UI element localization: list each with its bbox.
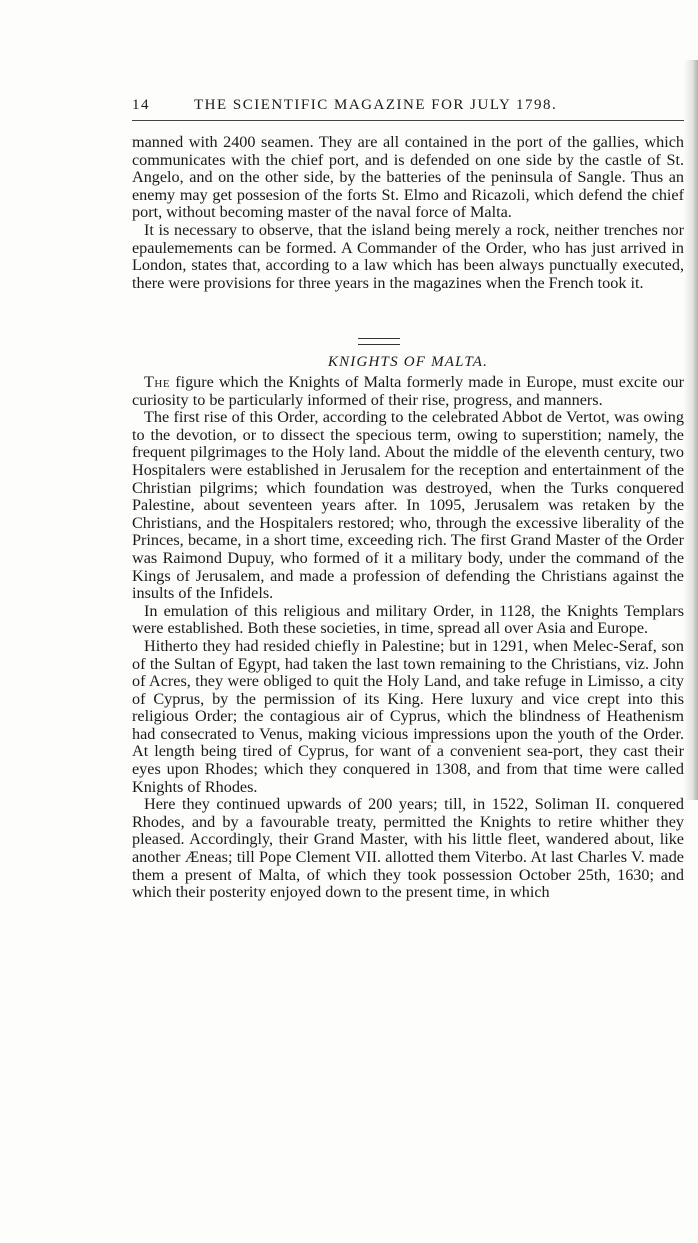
running-head	[132, 94, 684, 116]
running-title: THE SCIENTIFIC MAGAZINE FOR JULY 1798.	[194, 97, 558, 113]
header-rule	[132, 120, 684, 121]
article-paragraph-5: Here they continued upwards of 200 years; till, in 1522, Soliman II. conquered Rhodes, and by a favourable treaty, permitted the Knights to retire whither they pleased. Accordingly, their Grand Master, with his little fleet, wandered about, like another Æneas; till Pope Clement VII. allotted them Viterbo. At last Charles V. made them a present of Malta, of which they took possession October 25th, 1630; and which their posterity enjoyed down to the present time, in which	[132, 795, 684, 902]
article-paragraph-3: In emulation of this religious and military Order, in 1128, the Knights Templars were established. Both these societies, in time, spread all over Asia and Europe.	[132, 601, 684, 638]
section-divider	[358, 338, 400, 345]
page-number: 14	[132, 97, 150, 113]
article-paragraph-4: Hitherto they had resided chiefly in Palestine; but in 1291, when Melec-Seraf, son of the Sultan of Egypt, had taken the last town remaining to the Christians, viz. John of Acres, they were obliged to quit the Holy Land, and take refuge in Limisso, a city of Cyprus, by the permission of its King. Here luxury and vice crept into this religious Order; the contagious air of Cyprus, which the blindness of Heathenism had consecrated to Venus, making vicious impressions upon the youth of the Order. At length being tired of Cyprus, for want of a convenient sea-port, they cast their eyes upon Rhodes; which they conquered in 1308, and from that time were called Knights of Rhodes.	[132, 636, 684, 796]
intro-text	[132, 134, 684, 292]
first-paragraph-text: figure which the Knights of Malta formerly made in Europe, must excite our curiosity to be particularly informed of their rise, progress, and manners.	[132, 373, 684, 409]
article-body	[132, 374, 684, 902]
binding-shadow	[684, 60, 698, 800]
section-title: KNIGHTS OF MALTA.	[327, 354, 489, 370]
article-paragraph-2: The first rise of this Order, according to the celebrated Abbot de Vertot, was owing to the devotion, or to dissect the specious term, owing to superstition; namely, the frequent pilgrimages to the Holy land. About the middle of the eleventh century, two Hospitalers were established in Jerusalem for the reception and entertainment of the Christian pilgrims; which foundation was destroyed, when the Turks conquered Palestine, about seventeen years after. In 1095, Jerusalem was retaken by the Christians, and the Hospitalers restored; who, through the excessive liberality of the Princes, became, in a short time, exceeding rich. The first Grand Master of the Order was Raimond Dupuy, who formed of it a military body, under the command of the Kings of Jerusalem, and made a profession of defending the Christians against the insults of the Infidels.	[132, 408, 684, 603]
intro-paragraph-1: manned with 2400 seamen. They are all contained in the port of the gallies, which communicates with the chief port, and is defended on one side by the castle of St. Angelo, and on the other side, by the batteries of the peninsula of Sangle. Thus an enemy may get possesion of the forts St. Elmo and Ricazoli, which defend the chief port, without becoming master of the naval force of Malta.	[132, 133, 684, 222]
article-paragraph-1	[132, 374, 684, 409]
first-word: The	[144, 373, 171, 391]
intro-paragraph-2: It is necessary to observe, that the island being merely a rock, neither trenches nor epaulemements can be formed. A Commander of the Order, who has just arrived in London, states that, according to a law which has been always punctually executed, there were provisions for three years in the magazines when the French took it.	[132, 220, 684, 292]
